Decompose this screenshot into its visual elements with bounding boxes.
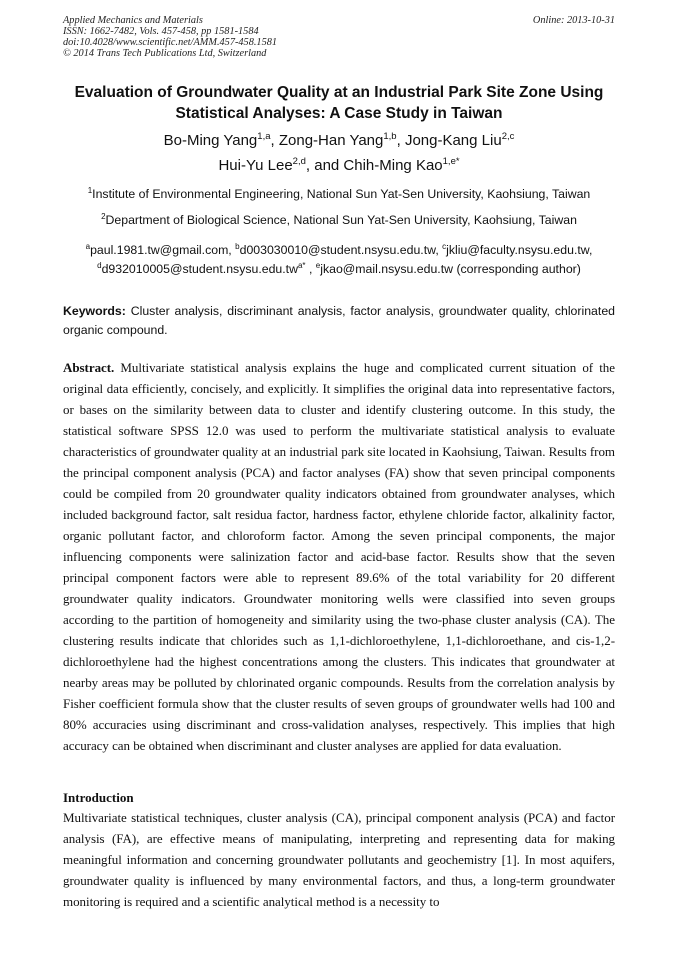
- email: jkliu@faculty.nsysu.edu.tw,: [446, 243, 593, 257]
- affiliation-text: Institute of Environmental Engineering, National Sun Yat-Sen University, Kaohsiung, Taiwan: [92, 187, 591, 201]
- keywords-paragraph: [63, 302, 615, 340]
- author-superscript: 1,b: [383, 131, 397, 142]
- email-superscript: c: [442, 241, 447, 251]
- email: paul.1981.tw@gmail.com,: [90, 243, 236, 257]
- author-list: [40, 128, 638, 178]
- email-separator: ,: [305, 262, 316, 276]
- affiliation-superscript: 2: [101, 211, 106, 221]
- author-separator: , and: [305, 157, 344, 174]
- paper-title: Evaluation of Groundwater Quality at an Industrial Park Site Zone Using Statistical Analyses: A Case Study in Taiwan: [74, 84, 604, 122]
- author: Jong-Kang Liu: [404, 132, 502, 149]
- author-superscript: 2,d: [292, 156, 306, 167]
- author: Hui-Yu Lee: [218, 157, 293, 174]
- abstract-label: Abstract.: [63, 360, 115, 375]
- copyright-line: © 2014 Trans Tech Publications Ltd, Switzerland: [63, 48, 267, 59]
- email-superscript: a*: [297, 260, 306, 270]
- email: jkao@mail.nsysu.edu.tw (corresponding author): [320, 262, 581, 276]
- online-date: Online: 2013-10-31: [532, 15, 615, 26]
- email: d003030010@student.nsysu.edu.tw,: [239, 243, 443, 257]
- author-separator: ,: [396, 132, 405, 149]
- author-superscript: 1,e*: [442, 156, 460, 167]
- affiliation-1: [30, 186, 648, 202]
- abstract-paragraph: [63, 357, 615, 756]
- author-superscript: 2,c: [501, 131, 515, 142]
- doi-line: doi:10.4028/www.scientific.net/AMM.457-458.1581: [63, 37, 278, 48]
- affiliation-text: Department of Biological Science, National Sun Yat-Sen University, Kaohsiung, Taiwan: [105, 213, 577, 227]
- email-superscript: b: [235, 241, 240, 251]
- email-superscript: e: [315, 260, 321, 270]
- author-separator: ,: [270, 132, 279, 149]
- author: Chih-Ming Kao: [343, 157, 443, 174]
- journal-name: Applied Mechanics and Materials: [63, 15, 203, 26]
- email-superscript: d: [97, 260, 102, 270]
- journal-header: [63, 15, 615, 59]
- keywords-label: Keywords:: [63, 304, 126, 318]
- email-list: [40, 241, 638, 279]
- author: Bo-Ming Yang: [163, 132, 258, 149]
- keywords-text: Cluster analysis, discriminant analysis, factor analysis, groundwater quality, chlorinated organic compound.: [63, 304, 615, 337]
- author-superscript: 1,a: [257, 131, 271, 142]
- email: d932010005@student.nsysu.edu.tw: [101, 262, 298, 276]
- email-superscript: a: [85, 241, 91, 251]
- affiliation-superscript: 1: [87, 185, 93, 195]
- introduction-heading: Introduction: [63, 790, 134, 805]
- author: Zong-Han Yang: [278, 132, 384, 149]
- abstract-text: Multivariate statistical analysis explains the huge and complicated current situation of the original data efficiently, concisely, and explicitly. It simplifies the original data into representative factors, or bases on the similarity between data to cluster and identify clustering outcome. In this study, the statistical software SPSS 12.0 was used to perform the multivariate statistical analysis to evaluate characteristics of groundwater quality at an industrial park site located in Kaohsiung, Taiwan. Results from the principal component analysis (PCA) and factor analyses (FA) show that seven principal components could be compiled from 20 groundwater quality indicators obtained from groundwater analyses, which included background factor, salt residua factor, hardness factor, ethylene chloride factor, alkalinity factor, organic pollutant factor, and chloroform factor. Among the seven principal components, the major influencing components were salinization factor and acid-base factor. Results show that the seven principal component factors were able to represent 89.6% of the total variability for 20 different groundwater quality indicators. Groundwater monitoring wells were classified into seven groups according to the partition of homogeneity and similarity using the two-phase cluster analysis (CA). The clustering results indicate that chlorides such as 1,1-dichloroethylene, 1,1-dichloroethane, and cis-1,2-dichloroethylene had the highest concentrations among the clusters. This indicates that groundwater at nearby areas may be polluted by chlorinated organic compounds. Results from the correlation analysis by Fisher coefficient formula show that the cluster results of seven groups of groundwater wells had 100 and 80% accuracies using discriminant and cross-validation analyses, respectively. This implies that high accuracy can be obtained when discriminant and cluster analyses are applied for data evaluation.: [63, 360, 615, 753]
- affiliation-2: [30, 212, 648, 228]
- introduction-paragraph: Multivariate statistical techniques, cluster analysis (CA), principal component analysis (PCA) and factor analysis (FA), are effective means of manipulating, interpreting and representing data for making meaningful information and concerning groundwater pollutants and geochemistry [1]. In most aquifers, groundwater quality is influenced by many environmental factors, and thus, a long-term groundwater monitoring is required and a scientific analytical method is a necessity to: [63, 810, 615, 909]
- issn-line: ISSN: 1662-7482, Vols. 457-458, pp 1581-1584: [63, 26, 259, 37]
